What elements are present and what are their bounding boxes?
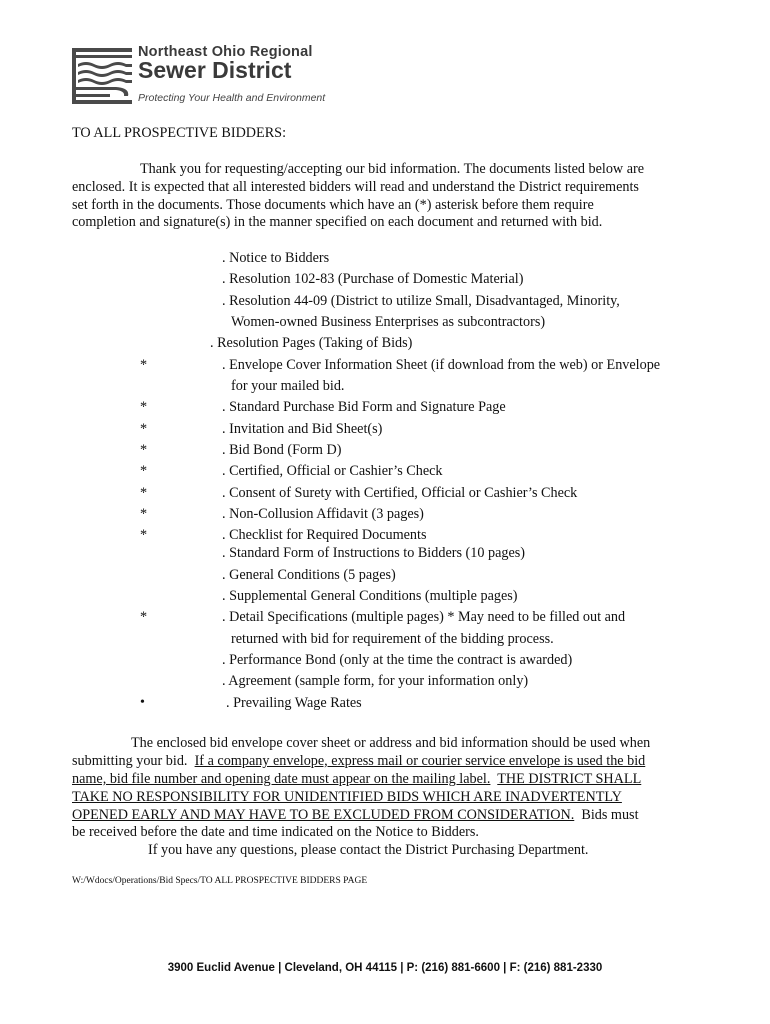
- footer-address: 3900 Euclid Avenue | Cleveland, OH 44115 | P: (216) 881-6600 | F: (216) 881-2330: [167, 962, 603, 974]
- required-asterisk: *: [140, 506, 148, 522]
- required-asterisk: *: [140, 442, 148, 458]
- district-logo: [72, 44, 342, 108]
- required-asterisk: *: [140, 527, 148, 543]
- waves-logo-icon: [72, 44, 134, 106]
- logo-tagline: Protecting Your Health and Environment: [138, 92, 326, 104]
- underlined-notice: THE DISTRICT SHALL: [497, 771, 642, 787]
- list-item-continuation: returned with bid for requirement of the bidding process.: [231, 631, 554, 647]
- intro-line-1: Thank you for requesting/accepting our bid information. The documents listed below are: [140, 161, 645, 177]
- underlined-notice: name, bid file number and opening date must appear on the mailing label.: [72, 771, 491, 787]
- list-item: . Agreement (sample form, for your information only): [222, 673, 529, 689]
- list-item: . Resolution 102-83 (Purchase of Domestic Material): [222, 271, 524, 287]
- required-asterisk: *: [140, 357, 148, 373]
- closing-line-4: TAKE NO RESPONSIBILITY FOR UNIDENTIFIED BIDS WHICH ARE INADVERTENTLY: [72, 789, 622, 805]
- file-path: W:/Wdocs/Operations/Bid Specs/TO ALL PROSPECTIVE BIDDERS PAGE: [72, 876, 368, 886]
- closing-line-1: The enclosed bid envelope cover sheet or address and bid information should be used when: [131, 735, 651, 751]
- list-item: . Notice to Bidders: [222, 250, 330, 266]
- list-item: . Invitation and Bid Sheet(s): [222, 421, 383, 437]
- underlined-notice: If a company envelope, express mail or courier service envelope is used the bid: [194, 753, 646, 769]
- list-item: . Envelope Cover Information Sheet (if download from the web) or Envelope: [222, 357, 661, 373]
- list-item: . General Conditions (5 pages): [222, 567, 396, 583]
- logo-line-1: Northeast Ohio Regional: [138, 44, 313, 60]
- list-item: . Resolution 44-09 (District to utilize Small, Disadvantaged, Minority,: [222, 293, 620, 309]
- required-asterisk: *: [140, 399, 148, 415]
- closing-text: Bids must: [574, 807, 639, 823]
- list-item-continuation: Women-owned Business Enterprises as subcontractors): [231, 314, 546, 330]
- salutation: TO ALL PROSPECTIVE BIDDERS:: [72, 125, 287, 141]
- bullet-icon: •: [140, 695, 145, 710]
- intro-line-3: set forth in the documents. Those documents which have an (*) asterisk before them require: [72, 197, 594, 213]
- list-item: . Certified, Official or Cashier’s Check: [222, 463, 443, 479]
- list-item: . Supplemental General Conditions (multiple pages): [222, 588, 518, 604]
- underlined-notice: OPENED EARLY AND MAY HAVE TO BE EXCLUDED FROM CONSIDERATION.: [72, 807, 575, 823]
- required-asterisk: *: [140, 485, 148, 501]
- list-item: . Non-Collusion Affidavit (3 pages): [222, 506, 424, 522]
- list-item: . Performance Bond (only at the time the contract is awarded): [222, 652, 573, 668]
- list-item: . Detail Specifications (multiple pages) * May need to be filled out and: [222, 609, 626, 625]
- intro-line-2: enclosed. It is expected that all interested bidders will read and understand the District requirements: [72, 179, 639, 195]
- intro-line-4: completion and signature(s) in the manner specified on each document and returned with bid.: [72, 214, 603, 230]
- list-item: . Standard Purchase Bid Form and Signature Page: [222, 399, 506, 415]
- list-item: . Consent of Surety with Certified, Official or Cashier’s Check: [222, 485, 578, 501]
- closing-line-6: be received before the date and time indicated on the Notice to Bidders.: [72, 824, 479, 840]
- required-asterisk: *: [140, 421, 148, 437]
- closing-line-2: [72, 752, 645, 770]
- closing-line-3: [72, 770, 641, 788]
- required-asterisk: *: [140, 463, 148, 479]
- list-item: . Checklist for Required Documents: [222, 527, 427, 543]
- list-item: . Prevailing Wage Rates: [226, 695, 362, 711]
- list-item-continuation: for your mailed bid.: [231, 378, 345, 394]
- closing-line-5: [72, 806, 639, 824]
- list-item: . Bid Bond (Form D): [222, 442, 342, 458]
- closing-text: submitting your bid.: [72, 753, 195, 769]
- required-asterisk: *: [140, 609, 148, 625]
- closing-line-7: If you have any questions, please contact the District Purchasing Department.: [148, 842, 589, 858]
- logo-line-2: Sewer District: [138, 57, 292, 83]
- list-item: . Resolution Pages (Taking of Bids): [210, 335, 413, 351]
- list-item: . Standard Form of Instructions to Bidders (10 pages): [222, 545, 526, 561]
